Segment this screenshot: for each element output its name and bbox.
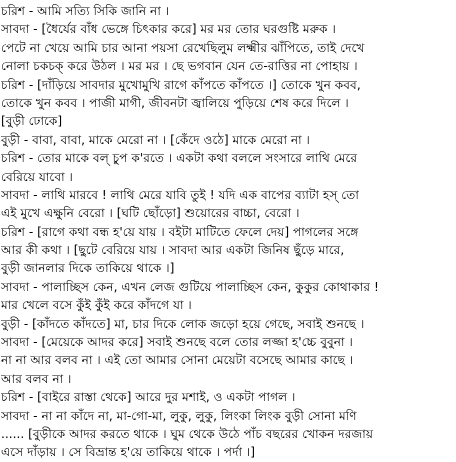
stage-direction: এসে দাঁড়ায় । সে বিভ্রান্ত হ'য়ে তাকিয়ে থাকে । পর্দা ।] <box>1 445 256 460</box>
dialogue-line: নোলা চকচক্ করে উঠল । মর মর । ছে ভগবান যেন তে-রাত্তির না পোহায় । <box>1 59 358 74</box>
dialogue-line: সাবদা - পালাচ্ছিস কেন, এখন লেজ গুটিয়ে পালাচ্ছিস কেন, কুকুর কোথাকার ! <box>1 279 379 294</box>
dialogue-line: না না আর বলব না । এই তো আমার সোনা মেয়েটা বসেছে আমার কাছে । <box>1 353 354 368</box>
dialogue-line: চরিশ - [বাইরে রাস্তা থেকে] আরে দুর মশাই, ও একটা পাগল । <box>1 390 296 405</box>
dialogue-line: সাবদা - [মেয়েকে আদর করে] সবাই শুনছে বলে তোর লজ্জা হ'চ্চে বুবুনা । <box>1 335 353 350</box>
dialogue-line: আর বলব না । <box>1 371 72 386</box>
dialogue-line: বুড়ী - বাবা, বাবা, মাকে মেরো না । [কেঁদে ওঠে] মাকে মেরো না । <box>1 132 310 147</box>
dialogue-line: মার খেলে বসে কুঁই কুঁই করে কাঁদগে যা । <box>1 298 192 313</box>
dialogue-line: সাবদা - [ধৈর্যের বাঁধ ভেঙ্গে চিৎকার করে] মর মর তোর ঘরগুষ্টি মরুক । <box>1 22 336 37</box>
dialogue-line: বুড়ী - [কাঁদতে কাঁদতে] মা, চার দিকে লোক জড়ো হয়ে গেছে, সবাই শুনছে । <box>1 316 365 331</box>
dialogue-line: আর কী কথা । [ছুটে বেরিয়ে যায় । সাবদা আর একটা জিনিষ ছুঁড়ে মারে, <box>1 243 345 258</box>
dialogue-line: চরিশ - আমি সত্যি সিকি জানি না । <box>1 4 170 18</box>
dialogue-line: তোকে খুন কবব । পাজী মাগী, জীবনটা জ্বালিয়ে পুড়িয়ে শেষ করে দিলে । <box>1 95 349 110</box>
stage-direction: বুড়ী জানলার দিকে তাকিয়ে থাকে ।] <box>1 261 175 276</box>
stage-direction: ...... [বুড়ীকে আদর করতে থাকে । ঘুম থেকে উঠে পাঁচ বছরের খোকন দরজায় <box>1 426 374 441</box>
dialogue-line: এই মুখে এক্ষুনি বেরো । [ঘটি ছোঁড়ো] শুয়োরের বাচ্চা, বেরো । <box>1 206 300 221</box>
dialogue-line: সাবদা - লাথি মারবে ! লাথি মেরে যাবি তুই ! যদি এক বাপের ব্যাটা হস্ তো <box>1 187 359 202</box>
stage-direction: [বুড়ী ঢোকে] <box>1 114 63 129</box>
dialogue-line: চরিশ - তোর মাকে বল্ চুপ ক'রতে । একটা কথা বললে সংসারে লাথি মেরে <box>1 151 358 166</box>
dialogue-line: বেরিয়ে যাবো । <box>1 169 73 184</box>
dialogue-line: সাবদা - না না কাঁদে না, মা-গো-মা, লুকু, লুকু, লিংকা লিংক বুড়ী সোনা মণি <box>1 408 357 423</box>
dialogue-line: চরিশ - [রাগে কথা বন্ধ হ'য়ে যায় । বইটা মাটিতে ফেলে দেয়] পাগলের সঙ্গে <box>1 224 359 239</box>
dialogue-line: পেটে না খেয়ে আমি চার আনা পয়সা রেখেছিলুম লক্ষ্মীর ঝাঁপিতে, তাই দেখে <box>1 40 365 55</box>
dialogue-line: চরিশ - [দাঁড়িয়ে সাবদার মুখোমুখি রাগে কাঁপতে কাঁপতে ।] তোকে খুন কবব, <box>1 77 361 92</box>
